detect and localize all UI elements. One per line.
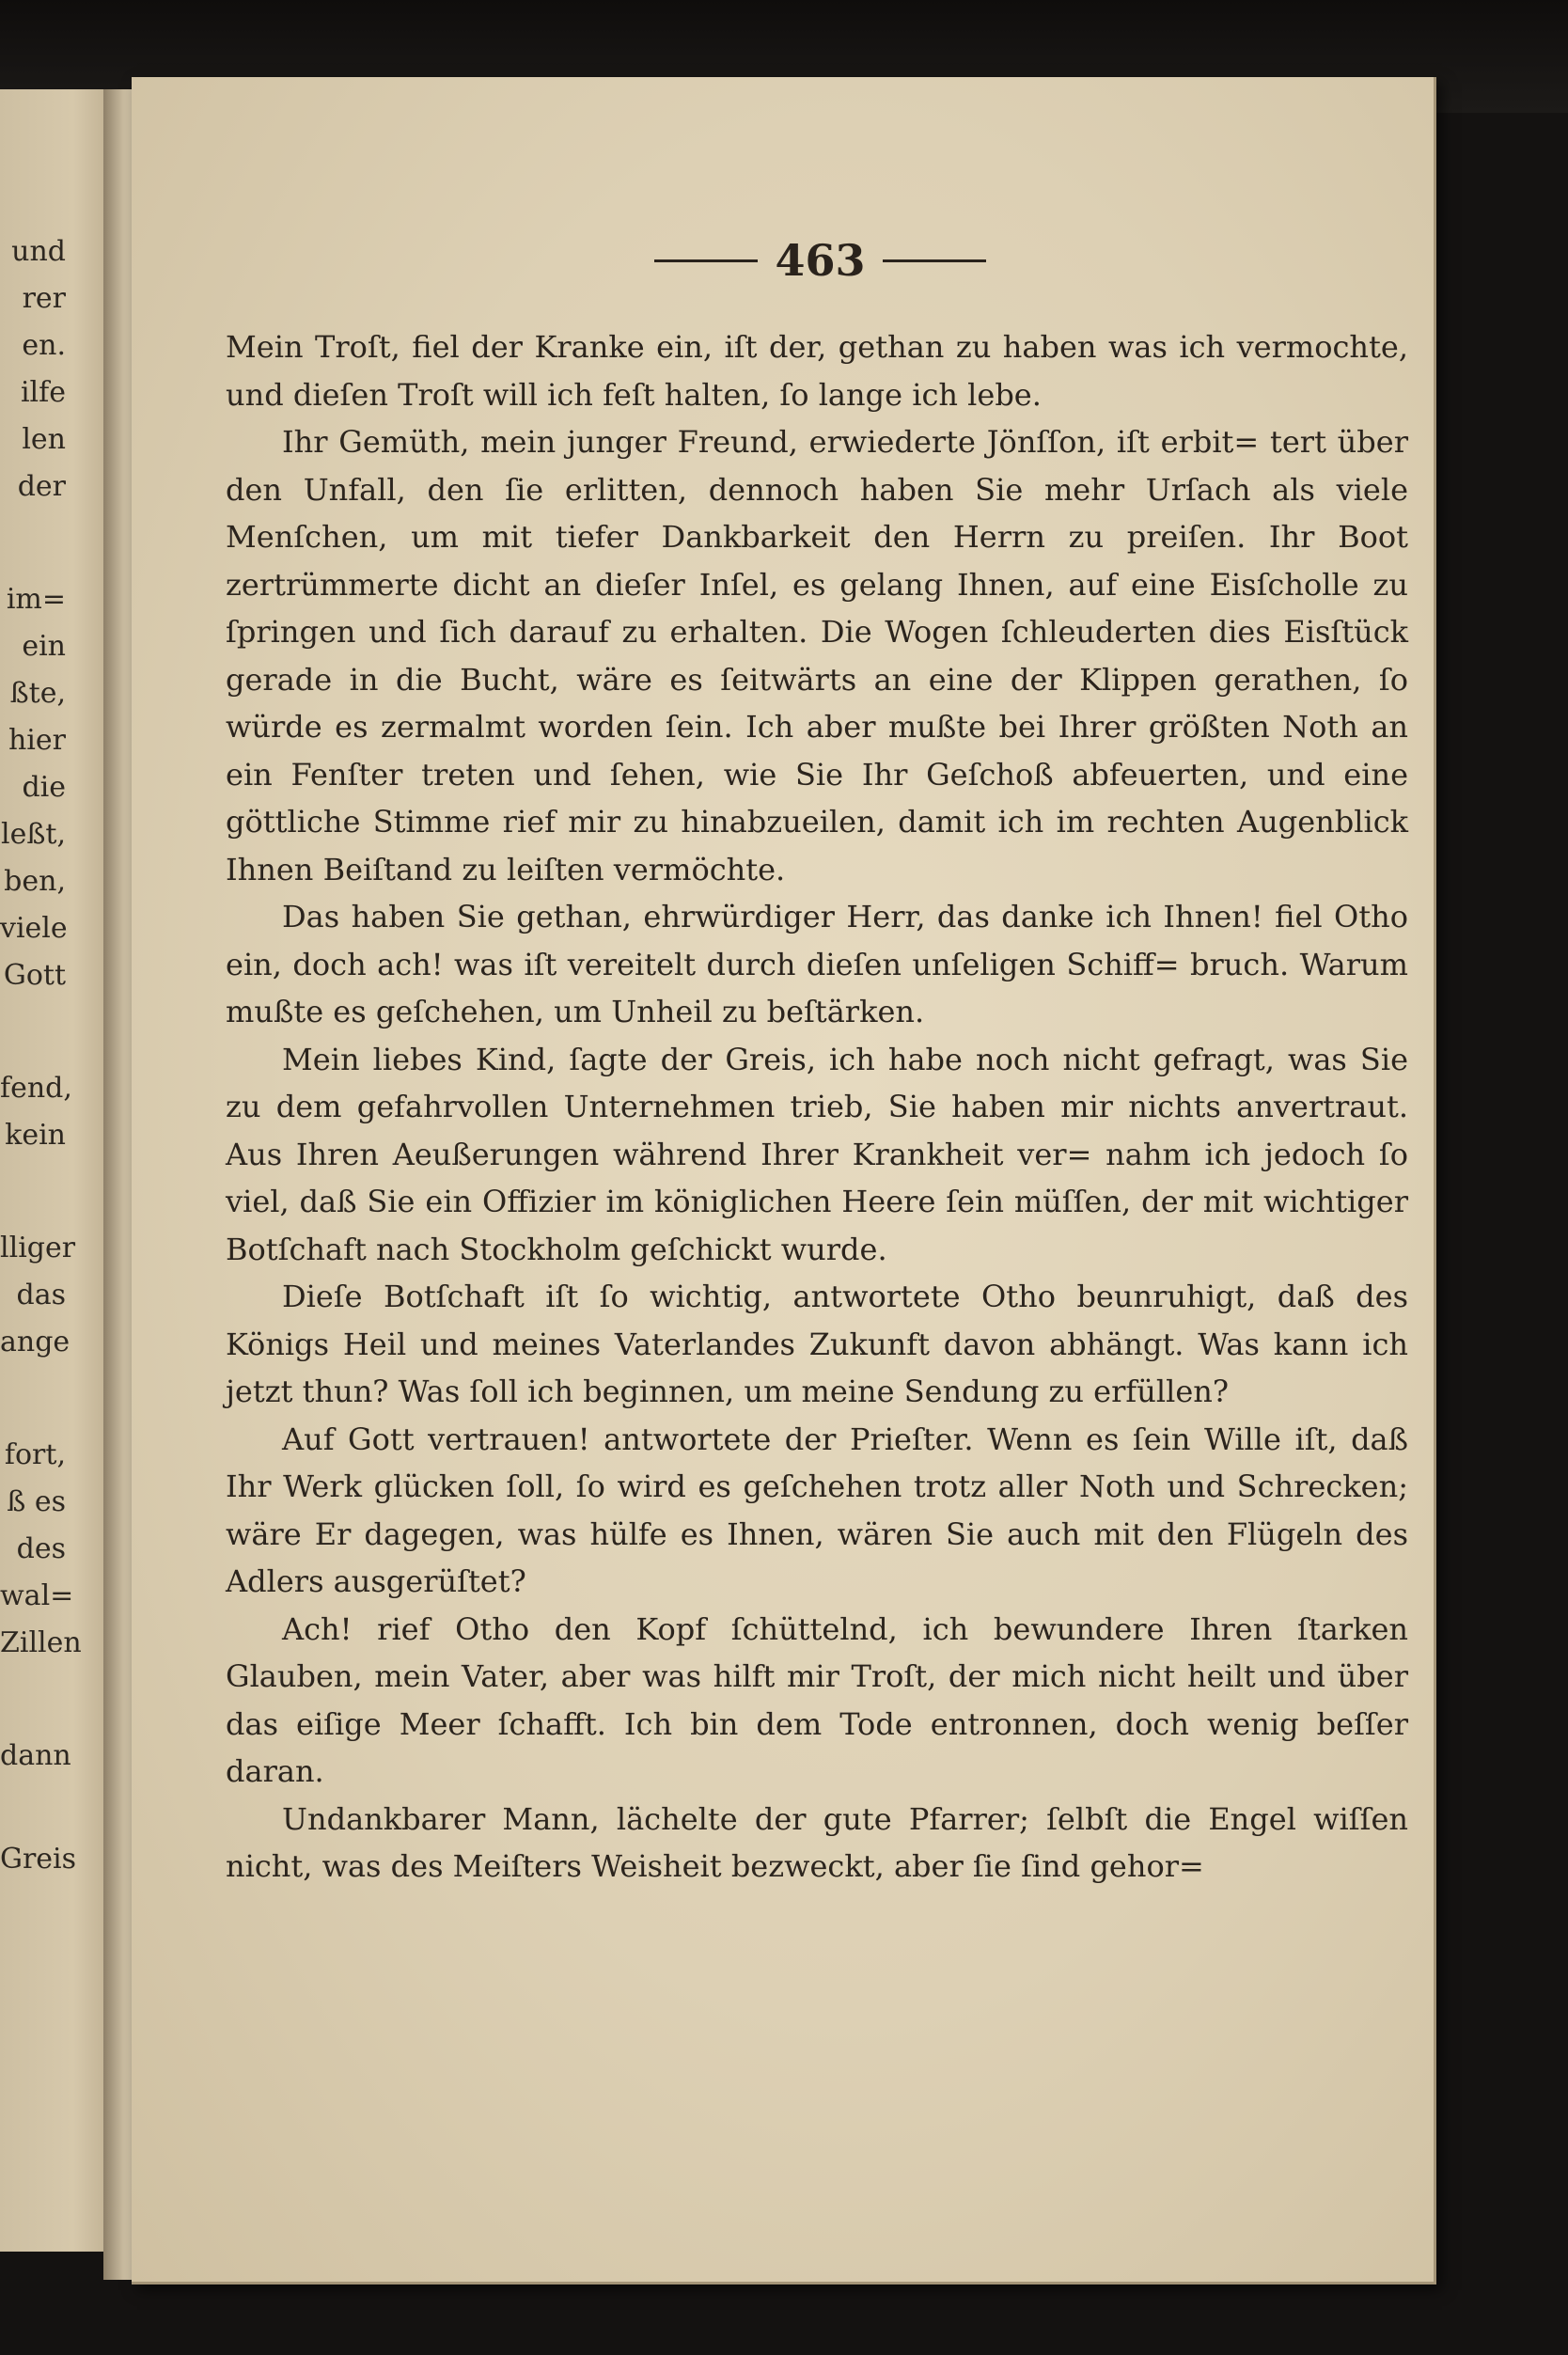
left-page-fragment: wal= — [0, 1579, 74, 1612]
page-number: 463 — [775, 235, 866, 286]
left-page-fragment: ange — [0, 1326, 71, 1358]
left-page-fragment: fend, — [0, 1072, 72, 1105]
left-page-fragment: und — [11, 235, 66, 268]
left-page-fragment: lliger — [0, 1232, 76, 1264]
paragraph: Auf Gott vertrauen! antwortete der Prieſter. Wenn es ſein Wille iſt, daß Ihr Werk glücken ſoll, ſo wird es geſchehen trotz aller Noth und Schrecken; wäre Er dagegen, was hülfe es Ihnen, wären Sie auch mit den Flügeln des Adlers ausgerüſtet? — [226, 1421, 1408, 1599]
header-rule-left — [654, 259, 758, 262]
page-number-header — [602, 235, 1039, 286]
left-page-fragment: hier — [8, 724, 66, 757]
body-text — [226, 323, 1408, 1891]
left-page-fragment: Gott — [3, 959, 66, 992]
header-rule-right — [883, 259, 986, 262]
left-page-fragment: kein — [5, 1119, 66, 1152]
left-page-fragment: dann — [0, 1739, 71, 1772]
paragraph: Dieſe Botſchaft iſt ſo wichtig, antwortete Otho beunruhigt, daß des Königs Heil und meines Vaterlandes Zukunft davon abhängt. Was kann ich jetzt thun? Was ſoll ich beginnen, um meine Sendung zu erfüllen? — [226, 1279, 1408, 1409]
left-page-fragment: en. — [22, 329, 66, 362]
left-page-fragment: rer — [22, 282, 66, 315]
left-page-fragment: der — [17, 470, 66, 503]
left-page-fragment: ein — [22, 630, 66, 663]
left-page-fragment: im= — [6, 583, 66, 616]
left-page-fragment: leßt, — [1, 818, 66, 851]
left-page-fragment: viele — [0, 912, 68, 945]
left-page-fragment: die — [22, 771, 66, 804]
left-page-fragment: Greis — [0, 1843, 77, 1876]
paragraph: Ach! rief Otho den Kopf ſchüttelnd, ich bewundere Ihren ſtarken Glauben, mein Vater, aber was hilft mir Troſt, der mich nicht heilt und über das eiſige Meer ſchafft. Ich bin dem Tode entronnen, doch wenig beſſer daran. — [226, 1610, 1408, 1789]
paragraph: Mein Troſt, fiel der Kranke ein, iſt der, gethan zu haben was ich vermochte, und dieſen Troſt will ich feſt halten, ſo lange ich lebe. — [226, 329, 1408, 413]
left-page-fragment: das — [16, 1279, 66, 1311]
paragraph: Das haben Sie gethan, ehrwürdiger Herr, das danke ich Ihnen! fiel Otho ein, doch ach! was iſt vereitelt durch dieſen unſeligen Schiff= bruch. Warum mußte es geſchehen, um Unheil zu beſtärken. — [226, 899, 1408, 1029]
left-page-fragment: ßte, — [9, 677, 66, 710]
left-page-fragment: des — [16, 1532, 66, 1565]
left-page-fragment: ben, — [4, 865, 66, 898]
paragraph: Ihr Gemüth, mein junger Freund, erwiederte Jönſſon, iſt erbit= tert über den Unfall, den ſie erlitten, dennoch haben Sie mehr Urſach als viele Menſchen, um mit tiefer Dankbarkeit den Herrn zu preiſen. Ihr Boot zertrümmerte dicht an dieſer Inſel, es gelang Ihnen, auf eine Eisſcholle zu ſpringen und ſich darauf zu erhalten. Die Wogen ſchleuderten dies Eisſtück gerade in die Bucht, wäre es ſeitwärts an eine der Klippen gerathen, ſo würde es zermalmt worden ſein. Ich aber mußte bei Ihrer größten Noth an ein Fenſter treten und ſehen, wie Sie Ihr Geſchoß abfeuerten, und eine göttliche Stimme rief mir zu hinabzueilen, damit ich im rechten Augenblick Ihnen Beiſtand zu leiſten vermöchte. — [226, 424, 1408, 887]
paragraph: Undankbarer Mann, lächelte der gute Pfarrer; ſelbſt die Engel wiſſen nicht, was des Meiſters Weisheit bezweckt, aber ſie ſind gehor= — [226, 1800, 1408, 1884]
left-page-fragment: ilfe — [20, 376, 66, 409]
left-page-fragment: fort, — [4, 1438, 66, 1471]
paragraph: Mein liebes Kind, ſagte der Greis, ich habe noch nicht gefragt, was Sie zu dem gefahrvollen Unternehmen trieb, Sie haben mir nichts anvertraut. Aus Ihren Aeußerungen während Ihrer Krankheit ver= nahm ich jedoch ſo viel, daß Sie ein Offizier im königlichen Heere ſein müſſen, der mit wichtiger Botſchaft nach Stockholm geſchickt wurde. — [226, 1041, 1408, 1267]
left-page-fragment: Zillen — [0, 1626, 82, 1659]
right-page — [132, 77, 1436, 2284]
left-page-fragment: ß es — [7, 1485, 66, 1518]
left-page-fragment: len — [22, 423, 66, 456]
